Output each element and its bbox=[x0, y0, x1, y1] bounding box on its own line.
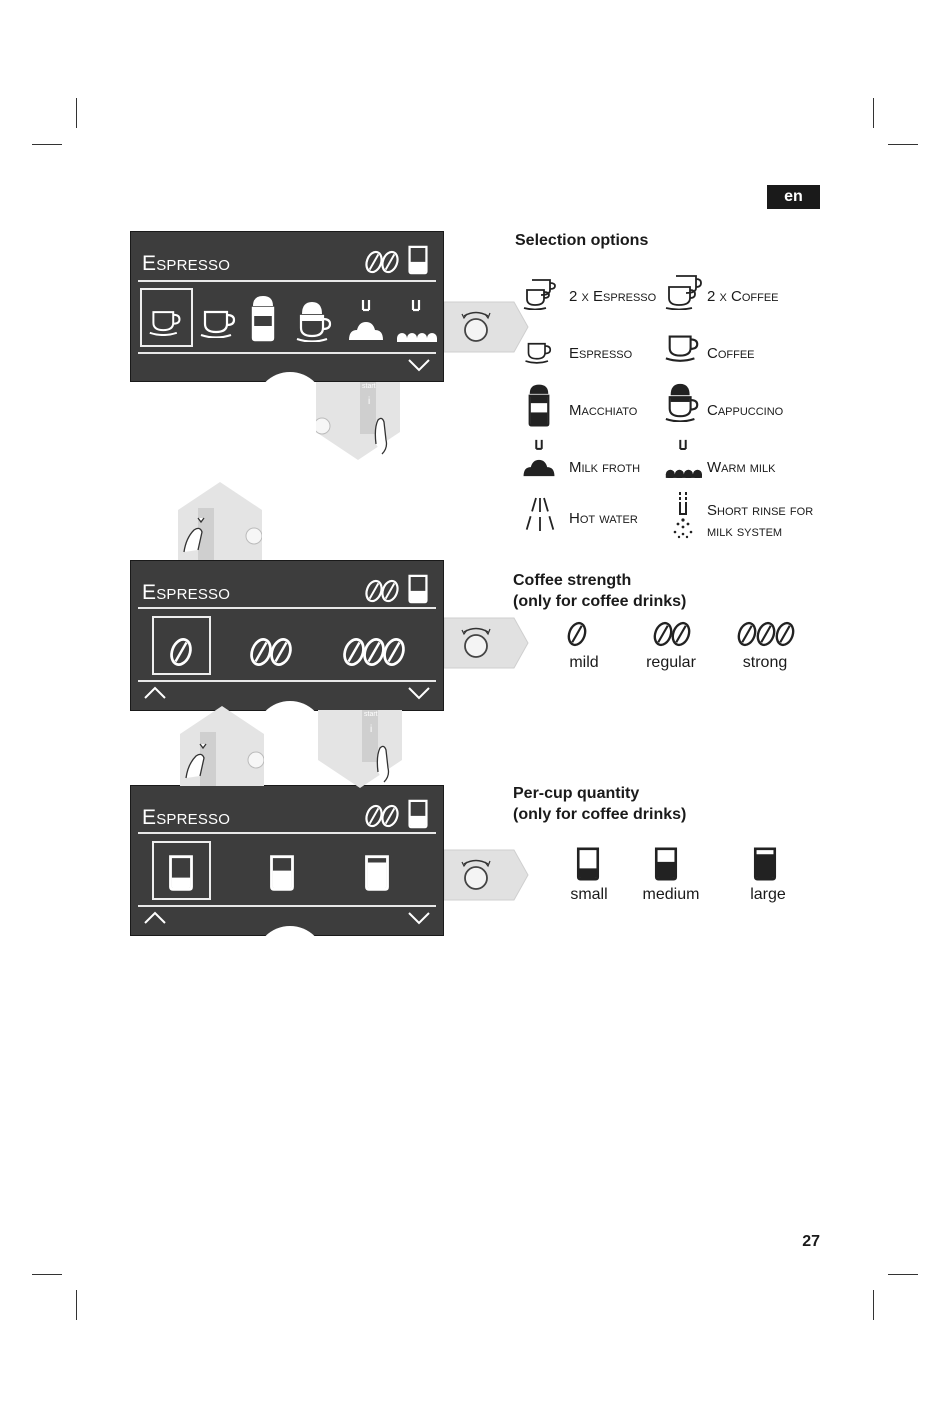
per-cup-quantity-heading-line2: (only for coffee drinks) bbox=[513, 806, 687, 823]
macchiato-glass-icon bbox=[526, 382, 552, 428]
screen-title: Espresso bbox=[142, 581, 231, 604]
option-label-double-coffee: 2 x Coffee bbox=[707, 288, 779, 305]
per-cup-quantity-heading-line1: Per-cup quantity bbox=[513, 785, 640, 802]
option-label-short-rinse-line1: Short rinse for bbox=[707, 502, 814, 519]
double-coffee-icon bbox=[664, 274, 704, 310]
macchiato-glass-icon[interactable] bbox=[249, 294, 277, 342]
glass-medium-icon[interactable] bbox=[268, 854, 296, 892]
bean-regular-icon[interactable] bbox=[249, 637, 293, 667]
button-press-up-illustration[interactable] bbox=[178, 482, 262, 560]
divider bbox=[138, 832, 436, 834]
start-button-label: start bbox=[364, 711, 378, 718]
glass-large-icon bbox=[752, 846, 778, 882]
bean-mild-icon bbox=[567, 621, 587, 647]
crop-mark bbox=[76, 1290, 77, 1320]
espresso-cup-icon[interactable] bbox=[148, 308, 184, 336]
crop-mark bbox=[873, 1290, 874, 1320]
rotary-knob-illustration[interactable] bbox=[444, 848, 530, 902]
divider bbox=[138, 905, 436, 907]
warm-milk-icon bbox=[664, 438, 702, 478]
chevron-down-icon[interactable] bbox=[407, 357, 431, 373]
crop-mark bbox=[888, 1274, 918, 1275]
divider bbox=[138, 280, 436, 282]
page-number: 27 bbox=[802, 1233, 820, 1250]
per-cup-quantity-heading bbox=[513, 783, 686, 825]
divider bbox=[138, 352, 436, 354]
display-screen-strength bbox=[130, 560, 444, 711]
option-label-double-espresso: 2 x Espresso bbox=[569, 288, 657, 305]
milk-froth-icon bbox=[520, 438, 558, 478]
hot-water-icon bbox=[522, 494, 558, 534]
button-press-down-illustration[interactable] bbox=[318, 710, 402, 790]
strength-label-regular: regular bbox=[646, 654, 696, 671]
glass-large-icon[interactable] bbox=[363, 854, 391, 892]
strength-indicator-icon bbox=[365, 802, 403, 828]
coffee-cup-icon[interactable] bbox=[199, 308, 239, 338]
option-label-warm-milk: Warm milk bbox=[707, 459, 776, 476]
crop-mark bbox=[32, 1274, 62, 1275]
screen-title: Espresso bbox=[142, 806, 231, 829]
crop-mark bbox=[873, 98, 874, 128]
bean-mild-icon[interactable] bbox=[169, 637, 193, 667]
start-button-label: start bbox=[362, 383, 376, 390]
coffee-strength-heading-line1: Coffee strength bbox=[513, 572, 632, 589]
glass-medium-icon bbox=[653, 846, 679, 882]
espresso-cup-icon bbox=[524, 340, 554, 364]
bean-strong-icon[interactable] bbox=[342, 637, 406, 667]
screen-title: Espresso bbox=[142, 252, 231, 275]
quantity-label-medium: medium bbox=[642, 886, 700, 903]
chevron-up-icon[interactable] bbox=[143, 685, 167, 701]
chevron-down-icon[interactable] bbox=[407, 910, 431, 926]
coffee-cup-icon bbox=[664, 332, 702, 362]
option-label-macchiato: Macchiato bbox=[569, 402, 638, 419]
coffee-strength-heading bbox=[513, 570, 686, 612]
warm-milk-icon[interactable] bbox=[395, 298, 437, 342]
quantity-indicator-icon bbox=[406, 799, 430, 829]
button-press-up-illustration[interactable] bbox=[180, 706, 264, 786]
option-label-milk-froth: Milk froth bbox=[569, 459, 641, 476]
option-label-short-rinse-line2: milk system bbox=[707, 523, 783, 540]
language-badge: en bbox=[767, 185, 820, 209]
milk-froth-icon[interactable] bbox=[347, 298, 385, 342]
rotary-knob-illustration[interactable] bbox=[444, 616, 530, 670]
quantity-label-large: large bbox=[750, 886, 786, 903]
option-label-espresso: Espresso bbox=[569, 345, 633, 362]
info-button-label: i bbox=[370, 724, 373, 735]
strength-indicator-icon bbox=[365, 577, 403, 603]
option-label-hot-water: Hot water bbox=[569, 510, 638, 527]
selection-options-heading: Selection options bbox=[515, 232, 649, 249]
display-screen-drink-selection bbox=[130, 231, 444, 382]
quantity-indicator-icon bbox=[406, 574, 430, 604]
rinse-icon bbox=[670, 490, 696, 540]
divider bbox=[138, 607, 436, 609]
display-screen-quantity bbox=[130, 785, 444, 936]
strength-indicator-icon bbox=[365, 248, 403, 274]
screen-notch bbox=[255, 701, 325, 736]
crop-mark bbox=[888, 144, 918, 145]
bean-strong-icon bbox=[737, 621, 797, 647]
button-press-down-illustration[interactable] bbox=[316, 382, 400, 462]
cappuccino-cup-icon bbox=[664, 380, 702, 422]
option-label-short-rinse bbox=[707, 500, 813, 542]
quantity-indicator-icon bbox=[406, 245, 430, 275]
divider bbox=[138, 680, 436, 682]
strength-label-strong: strong bbox=[742, 654, 788, 671]
info-button-label: i bbox=[368, 396, 371, 407]
strength-label-mild: mild bbox=[569, 654, 599, 671]
screen-notch bbox=[255, 372, 325, 407]
option-label-coffee: Coffee bbox=[707, 345, 755, 362]
crop-mark bbox=[32, 144, 62, 145]
screen-notch bbox=[255, 926, 325, 961]
bean-regular-icon bbox=[653, 621, 693, 647]
crop-mark bbox=[76, 98, 77, 128]
chevron-up-icon[interactable] bbox=[143, 910, 167, 926]
chevron-down-icon[interactable] bbox=[407, 685, 431, 701]
double-espresso-icon bbox=[522, 278, 558, 310]
glass-small-icon bbox=[575, 846, 601, 882]
rotary-knob-illustration[interactable] bbox=[444, 300, 530, 354]
coffee-strength-heading-line2: (only for coffee drinks) bbox=[513, 593, 687, 610]
cappuccino-cup-icon[interactable] bbox=[295, 298, 335, 342]
glass-small-icon[interactable] bbox=[167, 854, 195, 892]
quantity-label-small: small bbox=[570, 886, 608, 903]
option-label-cappuccino: Cappuccino bbox=[707, 402, 784, 419]
